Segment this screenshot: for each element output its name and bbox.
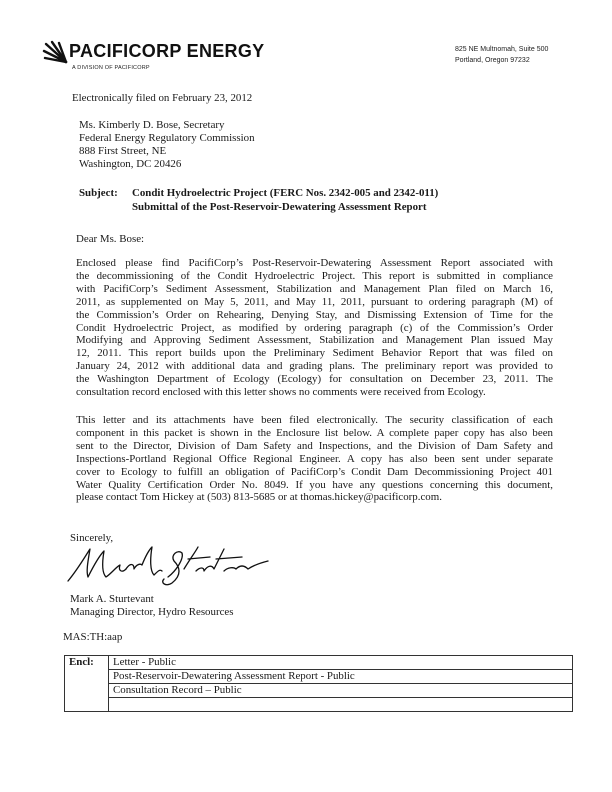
enclosure-item: Consultation Record – Public bbox=[109, 684, 573, 698]
recipient-address bbox=[79, 119, 255, 171]
starburst-icon bbox=[42, 40, 68, 66]
paragraph-line: 2011, as supplemented on May 5, 2011, and May 11, 2011, pursuant to ordering paragraph (M) of bbox=[76, 295, 553, 308]
paragraph-line: the decommissioning of the Condit Hydroelectric Project. This report is submitted in compliance bbox=[76, 269, 553, 282]
recipient-line: 888 First Street, NE bbox=[79, 145, 167, 157]
body-paragraph-1 bbox=[76, 257, 553, 399]
handwritten-signature bbox=[64, 541, 274, 591]
signer-block bbox=[70, 593, 233, 619]
paragraph-line: the Washington Department of Ecology (Ecology) for consultation on December 23, 2011. The bbox=[76, 373, 553, 386]
company-division: A DIVISION OF PACIFICORP bbox=[72, 65, 150, 71]
paragraph-line: 12, 2011. This report builds upon the Preliminary Sediment Behavior Report that was filed on bbox=[76, 347, 553, 360]
enclosure-item: Letter - Public bbox=[109, 656, 573, 670]
company-address bbox=[455, 44, 548, 66]
salutation: Dear Ms. Bose: bbox=[76, 233, 145, 245]
address-line: Portland, Oregon 97232 bbox=[455, 57, 530, 64]
paragraph-line: Inspections-Portland Regional Office Regional Engineer. A copy has also been sent under separate bbox=[76, 452, 553, 465]
paragraph-line: consultation record enclosed with this letter shows no comments were received from Ecology. bbox=[76, 386, 486, 399]
paragraph-line: Modifying and Approving Sediment Assessment, Stabilization and Management Plan issued May bbox=[76, 334, 553, 347]
table-row bbox=[65, 670, 573, 684]
subject-label: Subject: bbox=[79, 187, 118, 199]
company-logo bbox=[42, 38, 302, 78]
subject-line: Submittal of the Post-Reservoir-Dewatering Assessment Report bbox=[132, 200, 427, 213]
paragraph-line: component in this packet is shown in the Enclosure list below. A complete paper copy has also been bbox=[76, 426, 553, 439]
address-line: 825 NE Multnomah, Suite 500 bbox=[455, 46, 549, 53]
paragraph-line: please contact Tom Hickey at (503) 813-5685 or at thomas.hickey@pacificorp.com. bbox=[76, 491, 442, 504]
table-row bbox=[65, 656, 573, 670]
filed-date: Electronically filed on February 23, 2012 bbox=[72, 92, 253, 104]
paragraph-line: sent to the Director, Division of Dam Safety and Inspections, and the Division of Dam Safety and bbox=[76, 439, 553, 452]
recipient-line: Federal Energy Regulatory Commission bbox=[79, 132, 255, 144]
company-name: PACIFICORP ENERGY bbox=[69, 41, 265, 61]
typist-initials: MAS:TH:aap bbox=[63, 631, 123, 643]
enclosure-item bbox=[109, 698, 573, 712]
closing: Sincerely, bbox=[70, 532, 114, 544]
paragraph-line: cover to Ecology to fulfill an obligation of PacifiCorp’s Condit Dam Decommissioning Project 401 bbox=[76, 465, 553, 478]
paragraph-line: the Commission’s Order on Rehearing, Denying Stay, and Dismissing Extension of Time for the bbox=[76, 308, 553, 321]
paragraph-line: with PacifiCorp’s Sediment Assessment, Stabilization and Management Plan filed on March 16, bbox=[76, 282, 553, 295]
paragraph-line: Enclosed please find PacifiCorp’s Post-Reservoir-Dewatering Assessment Report associated with bbox=[76, 257, 553, 269]
paragraph-line: Condit Hydroelectric Project, as modified by ordering paragraph (c) of the Commission’s Order bbox=[76, 321, 553, 334]
table-row bbox=[65, 698, 573, 712]
enclosure-label: Encl: bbox=[65, 656, 109, 670]
paragraph-line: January 24, 2012 with additional data and grading plans. The preliminary report was provided to bbox=[76, 360, 553, 373]
recipient-line: Washington, DC 20426 bbox=[79, 158, 182, 170]
enclosure-table bbox=[64, 655, 573, 712]
recipient-line: Ms. Kimberly D. Bose, Secretary bbox=[79, 119, 225, 131]
table-row bbox=[65, 684, 573, 698]
paragraph-line: This letter and its attachments have been filed electronically. The security classification of each bbox=[76, 414, 553, 426]
signer-name: Mark A. Sturtevant bbox=[70, 593, 154, 605]
paragraph-line: Water Quality Certification Order No. 8049. If you have any questions concerning this document, bbox=[76, 478, 553, 491]
subject-line: Condit Hydroelectric Project (FERC Nos. 2342-005 and 2342-011) bbox=[132, 187, 439, 199]
enclosure-item: Post-Reservoir-Dewatering Assessment Report - Public bbox=[109, 670, 573, 684]
signer-title: Managing Director, Hydro Resources bbox=[70, 606, 234, 618]
body-paragraph-2 bbox=[76, 414, 553, 504]
